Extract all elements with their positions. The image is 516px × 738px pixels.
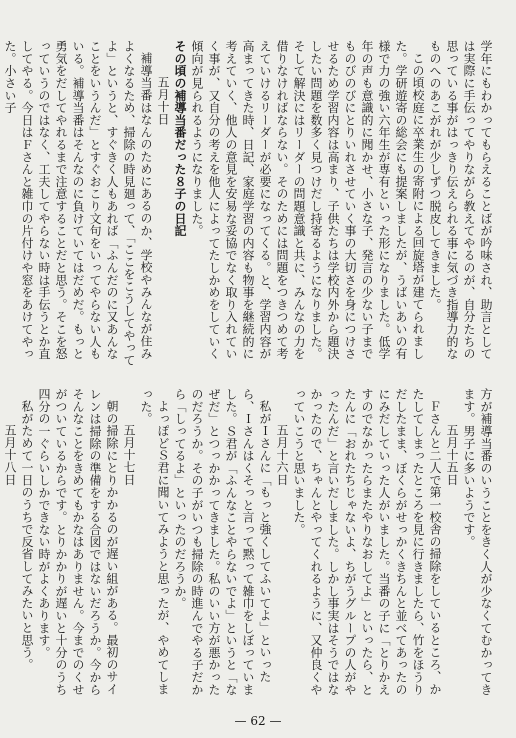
paragraph: 方が補導当番のいうことをきく人が少なくてむかってきます。男子に多いようです。 [462,388,493,696]
page-number: — 62 — [234,714,282,728]
paragraph: 私がためて一日のうちで反省してみたいと思う。 [20,400,34,671]
paragraph: よっぽどＳ君に聞いてみようと思ったが、やめてしまった。 [139,388,170,696]
diary-heading: その頃の補導当番だった８子の日記 [173,40,187,237]
diary-date: 五月十六日 [275,424,289,486]
diary-date: 五月十日 [156,76,170,126]
paragraph [0,388,1,706]
diary-date: 五月十八日 [3,424,17,486]
paragraph: Ｆさんと二人で第一校舎の掃除をしているところ、かたしてしまったところを見に行きましたら、竹をほうりだしたまま、ぼくらがせっかくきちんと並べてあったのにみだしていった人がいました。当番の子に「とりかえすのでなかったらまたやりなおしてよ」といったら、とたんに「おれたちじゃないよ、ちがうグループの人がやったんだ」と言いだしました。しかし事実はそうではなかったので、ちゃんとやってくれるように、又仲良くやっていこうと思いました。 [292,388,442,696]
diary-date: 五月十七日 [122,424,136,486]
bottom-text-block [3,388,494,706]
diary-date: 五月十五日 [445,424,459,486]
paragraph: この頃校庭に卒業生の寄附による回旋塔が建てられました。学研遊寄の総会にも提案しましたが、うばいあいの有様で力の強い六年生が専有といった形になりました。低学年の声も意識的に聞かせ、小さな子、発言の少ない子までものびのびにとりいれさせていく事の大切さを身につけさせるため学習内容は高まり、子供たちは学校内外から題決したい問題を数多く見つけだし持寄るようになりました。そして解決にはリーダーの問題意識と共に、みんなの力を借りなければならない。そのためには問題をつきつめて考えていけるリーダーが必要になってくる。と、学習内容が高まってきた時、日記、家庭学習の内容も物事を継続的に考えていく、他人の意見を安易な妥協でなく取り入れていく事が、又自分の考えを他人によってたしかめをしていく傾向が見られるようになりました。 [190,40,425,360]
paragraph: 私がＩさんに「もっと強くしてふいてよ」といったら、Ｉさんはくそっと言って黙って雑巾をしぼっていました。Ｓ君が「ふんなことやらないでよ」というと「なぜだ」とつっかかってきました。私のいい方が悪かったのだろうか。その子がいつも掃除の時進んでやる子だから「しってるよ」といったのだろうか。 [173,388,272,696]
top-text-block [3,40,494,368]
paragraph: 補導当番はなんのためにあるのか、学校やみんなが住みよくなるため、掃除の時見廻って、「ここをこうしてやってよ」というと、すぐきく人もあれば「ふんだのに又あんなことをいうんだ」とすぐおこり文句をいってやらない人もいる。補導当番はそんなのに負けていてはだめだ。もっと勇気をだしてやれるまで注意することだと思う。そこを怒っていうのではなく、工夫してやらない時は手伝うとか直してやる。今日はＦさんと雑巾の片付けや窓をあけてやった。小さい子 [3,40,153,367]
paragraph: 朝の掃除にとりかかるのが遅い組がある。最初のサイレンは掃除の準備をする合図ではないだろうか。今からそんなことをきめてもかなはありません。今までのくせがついているからです。とりかかりが遅いと十分のうち四分の一ぐらいしかできない時がよくあります。 [37,388,119,696]
paragraph: 学年にもわかってもらえることばが吟味され、助言としては実際に手伝ってやりながら教えてやるのが、自分たちの思っている事がはっきり伝えられる事に気づき指導力的なものへのあこがれが少しずつ脱皮してきました。 [428,40,493,360]
